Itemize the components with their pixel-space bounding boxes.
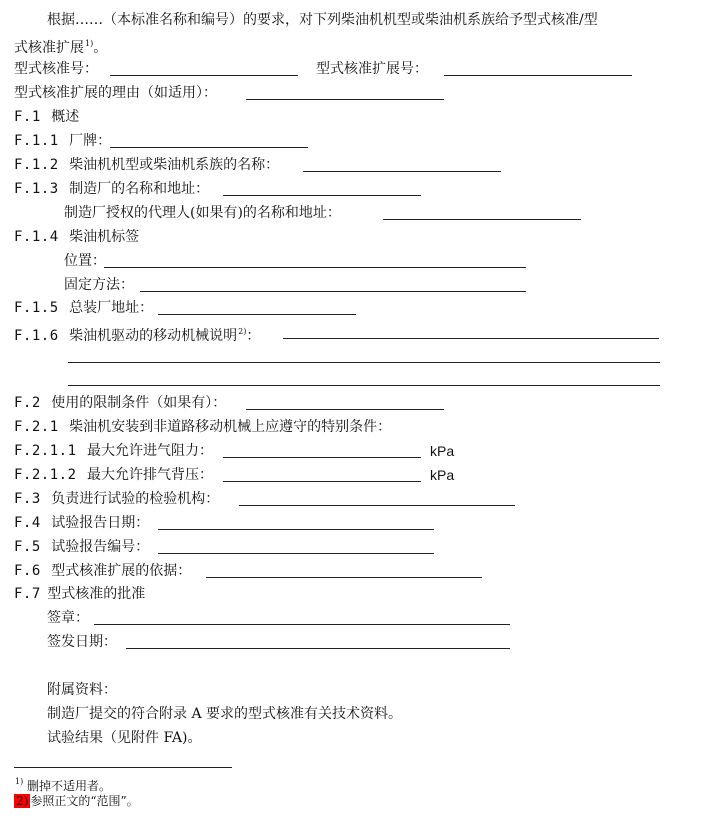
brand-label: 厂牌： xyxy=(69,133,112,149)
exhaust-backpressure-unit: kPa xyxy=(430,467,455,483)
section-f1-2 xyxy=(14,155,279,175)
section-f1 xyxy=(14,107,79,127)
assembly-plant-label: 总装厂地址： xyxy=(69,300,154,316)
section-f7 xyxy=(14,584,145,604)
footnote-2-mark: 2) xyxy=(16,794,29,808)
engine-label-title: 柴油机标签 xyxy=(69,229,140,245)
intake-restriction-field[interactable] xyxy=(223,457,421,458)
section-f5-num: F.5 xyxy=(14,539,41,555)
issue-date-label: 签发日期： xyxy=(47,634,117,650)
section-f6 xyxy=(14,561,191,581)
test-agency-label: 负责进行试验的检验机构： xyxy=(51,491,220,507)
signature-field[interactable] xyxy=(94,624,510,625)
engine-model-label: 柴油机机型或柴油机系族的名称： xyxy=(69,157,280,173)
section-f1-1-num: F.1.1 xyxy=(14,133,59,149)
intake-restriction-unit: kPa xyxy=(430,443,455,459)
section-f1-5-num: F.1.5 xyxy=(14,300,59,316)
section-f2 xyxy=(14,393,226,413)
footnote-ref-2: 2) xyxy=(238,327,247,336)
extension-reason-label: 型式核准扩展的理由（如适用）： xyxy=(14,85,217,101)
report-number-field[interactable] xyxy=(158,553,434,554)
attachments-title: 附属资料： xyxy=(47,682,117,698)
section-f2-num: F.2 xyxy=(14,395,41,411)
report-number-label: 试验报告编号： xyxy=(51,539,150,555)
section-f1-4 xyxy=(14,227,139,247)
section-f1-num: F.1 xyxy=(14,109,41,125)
section-f4-num: F.4 xyxy=(14,515,41,531)
manufacturer-field[interactable] xyxy=(223,195,421,196)
section-f6-num: F.6 xyxy=(14,563,41,579)
section-f4 xyxy=(14,513,149,533)
section-f2-1-num: F.2.1 xyxy=(14,419,59,435)
extension-no-label: 型式核准扩展号： xyxy=(316,61,428,77)
section-f2-1-1 xyxy=(14,441,213,461)
exhaust-backpressure-field[interactable] xyxy=(223,481,421,482)
intro-line-2-text: 式核准扩展 xyxy=(14,40,84,56)
signature-label: 签章： xyxy=(47,610,89,626)
extension-basis-label: 型式核准扩展的依据： xyxy=(51,563,192,579)
section-f2-1-1-num: F.2.1.1 xyxy=(14,443,77,459)
section-f1-1 xyxy=(14,131,111,151)
section-f5 xyxy=(14,537,149,557)
attachment-item-2: 试验结果（见附件 FA)。 xyxy=(47,730,202,746)
engine-model-field[interactable] xyxy=(303,171,501,172)
extension-no-field[interactable] xyxy=(444,75,632,76)
position-field[interactable] xyxy=(104,267,526,268)
exhaust-backpressure-label: 最大允许排气背压： xyxy=(86,467,213,483)
intro-line-1: 根据……（本标准名称和编号）的要求，对下列柴油机机型或柴油机系族给予型式核准/型 xyxy=(47,12,598,28)
machinery-description-label: 柴油机驱动的移动机械说明 xyxy=(69,328,238,344)
test-agency-field[interactable] xyxy=(239,505,515,506)
footnote-ref-1: 1) xyxy=(85,39,94,48)
section-f1-4-num: F.1.4 xyxy=(14,229,59,245)
machinery-description-field-1[interactable] xyxy=(283,338,659,339)
fixing-method-label: 固定方法： xyxy=(64,277,134,293)
brand-field[interactable] xyxy=(110,147,308,148)
section-f7-num: F.7 xyxy=(14,586,41,602)
section-f3-num: F.3 xyxy=(14,491,41,507)
machinery-description-colon: ： xyxy=(246,328,261,344)
approval-no-field[interactable] xyxy=(110,75,298,76)
machinery-description-field-3[interactable] xyxy=(68,385,660,386)
agent-field[interactable] xyxy=(383,219,581,220)
footnote-1 xyxy=(14,774,111,794)
section-f1-6 xyxy=(14,322,260,342)
special-conditions-label: 柴油机安装到非道路移动机械上应遵守的特别条件： xyxy=(69,419,392,435)
footnote-1-mark: 1) xyxy=(15,777,24,786)
issue-date-field[interactable] xyxy=(126,648,510,649)
section-f1-5 xyxy=(14,298,153,318)
machinery-description-field-2[interactable] xyxy=(68,362,660,363)
fixing-method-field[interactable] xyxy=(140,291,526,292)
approval-title: 型式核准的批准 xyxy=(47,586,146,602)
section-f1-3-num: F.1.3 xyxy=(14,181,59,197)
intro-line-2 xyxy=(14,34,107,54)
approval-no-label: 型式核准号： xyxy=(14,61,98,77)
extension-basis-field[interactable] xyxy=(206,577,482,578)
section-f2-1 xyxy=(14,417,391,437)
extension-reason-field[interactable] xyxy=(246,99,444,100)
section-f2-1-2 xyxy=(14,465,213,485)
section-f1-6-num: F.1.6 xyxy=(14,328,59,344)
section-f1-2-num: F.1.2 xyxy=(14,157,59,173)
assembly-plant-field[interactable] xyxy=(158,314,356,315)
footnote-2 xyxy=(14,793,139,809)
position-label: 位置： xyxy=(64,253,106,269)
section-f3 xyxy=(14,489,219,509)
manufacturer-label: 制造厂的名称和地址： xyxy=(69,181,210,197)
intake-restriction-label: 最大允许进气阻力： xyxy=(86,443,213,459)
report-date-label: 试验报告日期： xyxy=(51,515,150,531)
footnote-1-text: 删掉不适用者。 xyxy=(27,779,112,793)
agent-label: 制造厂授权的代理人(如果有)的名称和地址： xyxy=(64,205,341,221)
footnote-2-text: 参照正文的“范围”。 xyxy=(30,794,139,808)
restrictions-label: 使用的限制条件（如果有）： xyxy=(51,395,227,411)
section-f2-1-2-num: F.2.1.2 xyxy=(14,467,77,483)
section-f1-3 xyxy=(14,179,209,199)
restrictions-field[interactable] xyxy=(246,409,444,410)
report-date-field[interactable] xyxy=(158,529,434,530)
footnote-divider xyxy=(14,767,232,768)
section-f1-title: 概述 xyxy=(51,109,80,125)
intro-line-2-end: 。 xyxy=(93,40,108,56)
attachment-item-1: 制造厂提交的符合附录 A 要求的型式核准有关技术资料。 xyxy=(47,706,403,722)
